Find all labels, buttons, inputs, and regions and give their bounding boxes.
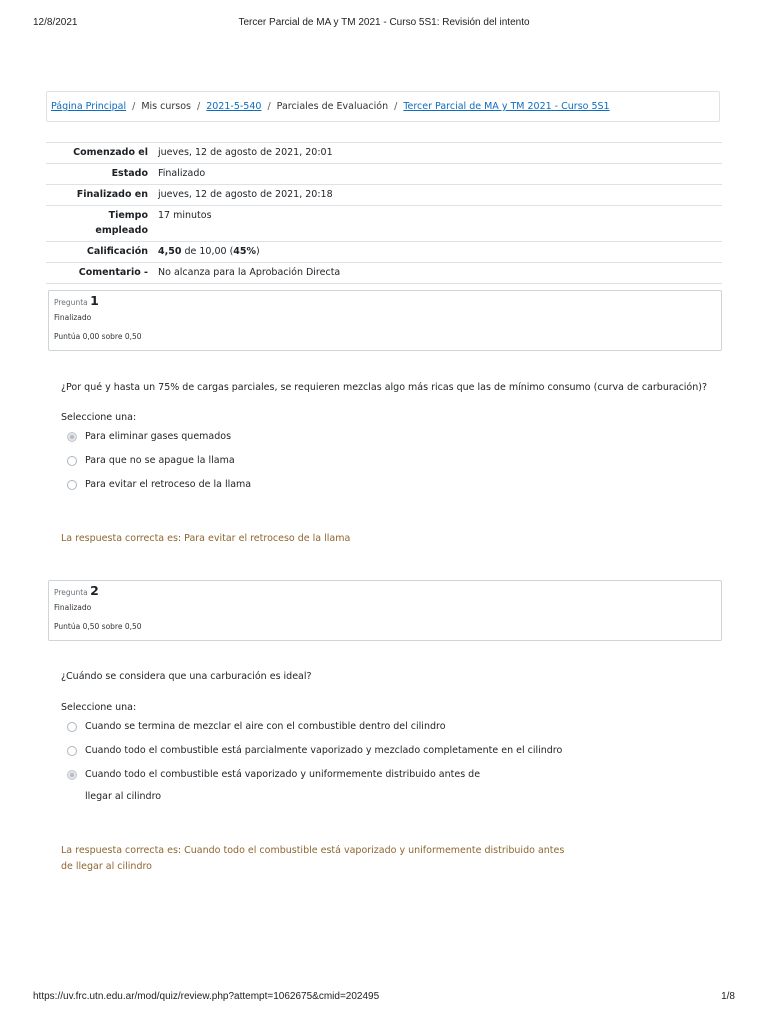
started-value: jueves, 12 de agosto de 2021, 20:01 (158, 147, 333, 158)
radio-selected-icon[interactable] (67, 770, 77, 780)
summary-row-time (46, 206, 722, 242)
finished-label: Finalizado en (76, 189, 148, 200)
question-state: Finalizado (54, 603, 92, 612)
right-answer-feedback: La respuesta correcta es: Para evitar el retroceso de la llama (61, 533, 351, 544)
summary-row-started (46, 143, 722, 164)
question-number: 2 (90, 583, 99, 598)
answer-option-label: Para eliminar gases quemados (85, 431, 232, 442)
radio-icon[interactable] (67, 722, 77, 732)
state-value: Finalizado (158, 168, 206, 179)
answer-prompt: Seleccione una: (61, 412, 137, 423)
answer-option[interactable] (66, 474, 586, 496)
question-grade: Puntúa 0,00 sobre 0,50 (54, 332, 142, 341)
answer-option[interactable] (66, 740, 566, 762)
breadcrumb-separator: / (197, 101, 201, 112)
answer-option-label: Cuando todo el combustible está parcialmente vaporizado y mezclado completamente en el cilindro (85, 745, 563, 756)
breadcrumb-separator: / (132, 101, 136, 112)
question-state: Finalizado (54, 313, 92, 322)
breadcrumb-course-link[interactable]: 2021-5-540 (206, 101, 262, 112)
time-label-line2: empleado (95, 225, 148, 236)
grade-percent: 45% (233, 246, 257, 257)
summary-row-grade (46, 242, 722, 263)
answer-option-label: Para que no se apague la llama (85, 455, 235, 466)
print-date: 12/8/2021 (33, 17, 78, 28)
question-label: Pregunta (54, 588, 88, 597)
comment-value: No alcanza para la Aprobación Directa (158, 267, 341, 278)
answer-option[interactable] (66, 426, 586, 448)
question-text: ¿Por qué y hasta un 75% de cargas parciales, se requieren mezclas algo más ricas que las de mínimo consumo (curva de carburación)? (61, 382, 708, 393)
answer-option-label: Cuando se termina de mezclar el aire con el combustible dentro del cilindro (85, 721, 446, 732)
summary-row-state (46, 164, 722, 185)
answer-options (66, 426, 586, 496)
radio-icon[interactable] (67, 456, 77, 466)
answer-prompt: Seleccione una: (61, 702, 137, 713)
answer-options (66, 716, 566, 808)
print-page-number: 1/8 (721, 991, 735, 1002)
state-label: Estado (111, 168, 148, 179)
grade-mid: de 10,00 ( (181, 246, 234, 257)
print-page-title: Tercer Parcial de MA y TM 2021 - Curso 5S1: Revisión del intento (238, 17, 530, 28)
grade-score: 4,50 (158, 246, 182, 257)
comment-label: Comentario - (78, 267, 148, 278)
answer-option-label: Para evitar el retroceso de la llama (85, 479, 252, 490)
answer-option[interactable] (66, 716, 566, 738)
summary-row-finished (46, 185, 722, 206)
attempt-summary-table (46, 142, 722, 284)
time-label (46, 206, 153, 242)
question-text: ¿Cuándo se considera que una carburación es ideal? (61, 671, 312, 682)
breadcrumb-home-link[interactable]: Página Principal (51, 101, 127, 112)
radio-icon[interactable] (67, 480, 77, 490)
answer-option[interactable] (66, 764, 485, 808)
time-label-line1: Tiempo (108, 210, 148, 221)
answer-option[interactable] (66, 450, 586, 472)
print-footer (0, 991, 768, 1005)
grade-end: ) (256, 246, 260, 257)
print-url: https://uv.frc.utn.edu.ar/mod/quiz/review.php?attempt=1062675&cmid=202495 (33, 991, 380, 1002)
radio-selected-icon[interactable] (67, 432, 77, 442)
breadcrumb-quiz-link[interactable]: Tercer Parcial de MA y TM 2021 - Curso 5S1 (403, 101, 610, 112)
time-value: 17 minutos (158, 210, 212, 221)
print-header (0, 17, 768, 31)
answer-option-label: Cuando todo el combustible está vaporizado y uniformemente distribuido antes de llegar al cilindro (85, 769, 481, 802)
breadcrumb-separator: / (267, 101, 271, 112)
question-number: 1 (90, 293, 99, 308)
breadcrumb-section: Parciales de Evaluación (276, 101, 389, 112)
started-label: Comenzado el (73, 147, 148, 158)
breadcrumb-separator: / (394, 101, 398, 112)
question-info-box (48, 580, 722, 641)
summary-row-comment (46, 263, 722, 284)
grade-value (153, 242, 722, 263)
question-label: Pregunta (54, 298, 88, 307)
right-answer-feedback: La respuesta correcta es: Cuando todo el combustible está vaporizado y uniformemente distribuido antes de llegar al cilindro (61, 845, 565, 872)
breadcrumb-my-courses: Mis cursos (141, 101, 192, 112)
radio-icon[interactable] (67, 746, 77, 756)
question-info-box (48, 290, 722, 351)
grade-label: Calificación (86, 246, 148, 257)
breadcrumb (46, 91, 720, 122)
finished-value: jueves, 12 de agosto de 2021, 20:18 (158, 189, 333, 200)
question-grade: Puntúa 0,50 sobre 0,50 (54, 622, 142, 631)
